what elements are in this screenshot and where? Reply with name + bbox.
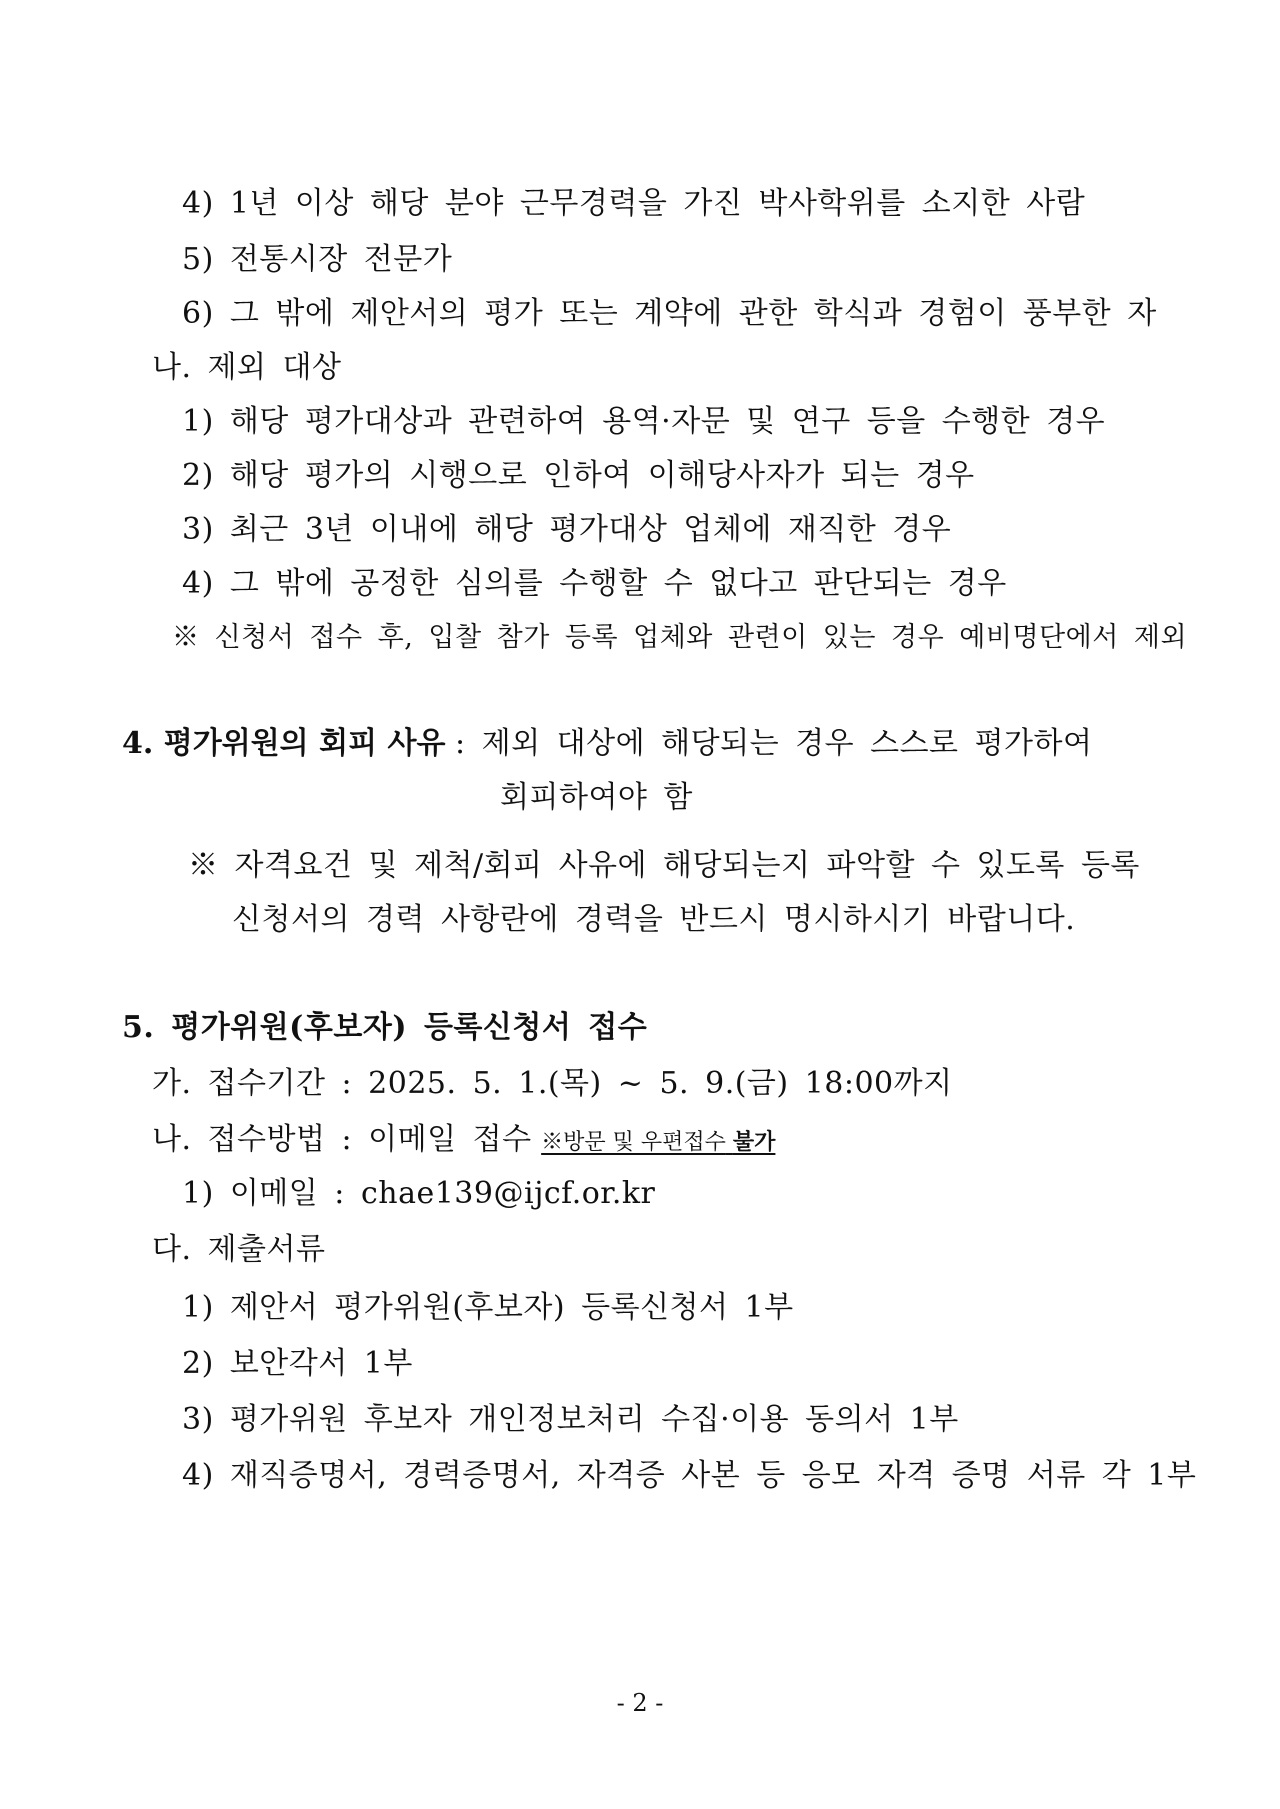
exclusion-title: 나. 제외 대상 [152, 350, 342, 385]
list-item: 3) 평가위원 후보자 개인정보처리 수집·이용 동의서 1부 [182, 1402, 959, 1437]
list-item: 4) 그 밖에 공정한 심의를 수행할 수 없다고 판단되는 경우 [182, 566, 1007, 601]
list-item: 4) 재직증명서, 경력증명서, 자격증 사본 등 응모 자격 증명 서류 각 1부 [182, 1458, 1197, 1493]
submission-method [152, 1122, 775, 1161]
submission-period: 가. 접수기간 : 2025. 5. 1.(목) ~ 5. 9.(금) 18:00까지 [152, 1066, 953, 1101]
submission-method-note [541, 1130, 775, 1155]
list-item: 6) 그 밖에 제안서의 평가 또는 계약에 관한 학식과 경험이 풍부한 자 [182, 296, 1157, 331]
section4-heading [122, 726, 1093, 762]
list-item: 3) 최근 3년 이내에 해당 평가대상 업체에 재직한 경우 [182, 512, 952, 547]
list-item: 1) 제안서 평가위원(후보자) 등록신청서 1부 [182, 1290, 794, 1325]
submission-method-text: 나. 접수방법 : 이메일 접수 [152, 1122, 532, 1157]
docs-title: 다. 제출서류 [152, 1232, 326, 1267]
method-note-bold: 불가 [732, 1129, 776, 1155]
exclusion-note: ※ 신청서 접수 후, 입찰 참가 등록 업체와 관련이 있는 경우 예비명단에서 제외 [172, 622, 1188, 653]
list-item: 2) 보안각서 1부 [182, 1346, 413, 1381]
contact-email: 1) 이메일 : chae139@ijcf.or.kr [182, 1176, 656, 1211]
list-item: 1) 해당 평가대상과 관련하여 용역·자문 및 연구 등을 수행한 경우 [182, 404, 1106, 439]
list-item: 4) 1년 이상 해당 분야 근무경력을 가진 박사학위를 소지한 사람 [182, 186, 1086, 221]
method-note-prefix: ※방문 및 우편접수 [541, 1130, 726, 1155]
section4-text-cont: 회피하여야 함 [500, 780, 693, 815]
page-number: - 2 - [616, 1689, 664, 1717]
section4-note-cont: 신청서의 경력 사항란에 경력을 반드시 명시하시기 바랍니다. [232, 902, 1076, 937]
list-item: 2) 해당 평가의 시행으로 인하여 이해당사자가 되는 경우 [182, 458, 975, 493]
section4-note: ※ 자격요건 및 제척/회피 사유에 해당되는지 파악할 수 있도록 등록 [188, 848, 1140, 883]
section4-title: 4. 평가위원의 회피 사유 [122, 726, 446, 761]
section5-title: 5. 평가위원(후보자) 등록신청서 접수 [122, 1010, 648, 1045]
section4-text: : 제외 대상에 해당되는 경우 스스로 평가하여 [455, 726, 1093, 761]
list-item: 5) 전통시장 전문가 [182, 242, 453, 277]
